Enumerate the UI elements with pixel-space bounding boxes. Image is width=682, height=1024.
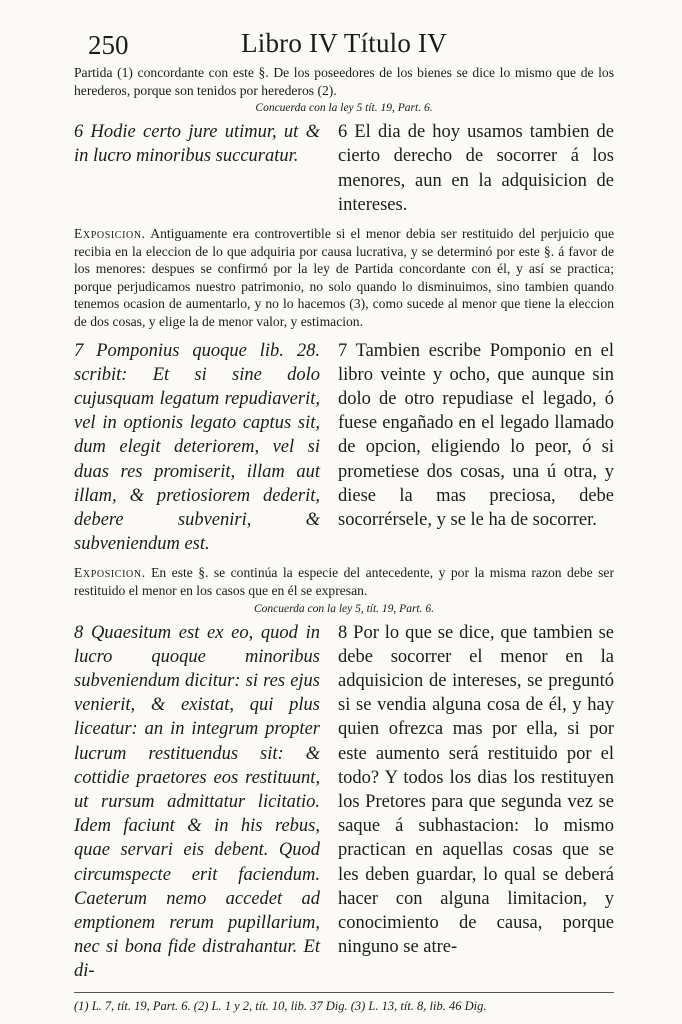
exposicion-label: Exposicion. — [74, 565, 146, 581]
section-6 — [74, 120, 614, 217]
running-title: Libro IV Título IV — [241, 28, 447, 58]
exposicion-1 — [74, 225, 614, 331]
section-7 — [74, 339, 614, 557]
exposicion-2-text: En este §. se continúa la especie del antecedente, y por la misma razon debe ser restituido el menor en los casos que en él se expresan. — [74, 565, 614, 598]
intro-paragraph: Partida (1) concordante con este §. De los poseedores de los bienes se dice lo mismo que de los herederos, porque son tenidos por herederos (2). — [74, 65, 614, 98]
exposicion-label: Exposicion. — [74, 226, 146, 241]
exposicion-2 — [74, 564, 614, 599]
section-7-spanish: 7 Tambien escribe Pomponio en el libro veinte y ocho, que aunque sin dolo de otro repudiase el legado, ó fuese engañado en el legado llamado de opcion, eligiendo lo peor, ó si prometiese dos cosas, una ú otra, y diese la mas preciosa, debe socorrérsele, y se le ha de socorrer. — [338, 340, 614, 530]
section-8-latin: 8 Quaesitum est ex eo, quod in lucro quoque minoribus subveniendum dicitur: si res ejus venierit, & existat, qui plus liceatur: an in integrum propter lucrum restituendus sit: & cottidie praetores eos restituunt, ut rursum admittatur licitatio. Idem faciunt & in his rebus, quae servari eis debent. Quod circumspecte erit faciendum. Caeterum nemo accedet ad emptionem rerum pupillarium, nec si bona fide distrahantur. Et di- — [74, 622, 320, 982]
exposicion-1-text: Antiguamente era controvertible si el menor debia ser restituido del perjuicio que recibia en la eleccion de lo que adquiria por causa lucrativa, y se determinó por este §. á favor de los menores: despues se confirmó por la ley de Partida concordante con él, y así se practica; porque perjudicamos nuestro patrimonio, no solo quando lo disminuimos, sino tambien quando tenemos ocasion de aumentarlo, y no lo hacemos (3), como sucede al menor que tiene la eleccion de dos cosas, y elige la de menor valor, y estimacion. — [74, 226, 614, 329]
section-8-spanish: 8 Por lo que se dice, que tambien se debe socorrer el menor en la adquisicion de intereses, se preguntó si se vendia alguna cosa de él, y hay quien ofrezca mas por ella, si por este aumento será restituido por el todo? Y todos los dias los restituyen los Pretores para que segunda vez se saque á subhastacion: lo mismo practican en aquellas cosas que se les deben guardar, lo qual se deberá hacer con alguna limitacion, y conocimiento de causa, porque ninguno se atre- — [338, 622, 614, 958]
footnotes: (1) L. 7, tít. 19, Part. 6. (2) L. 1 y 2, tít. 10, lib. 37 Dig. (3) L. 13, tít. 8, lib. 46 Dig. — [74, 998, 487, 1013]
page-header — [74, 28, 614, 64]
section-6-latin: 6 Hodie certo jure utimur, ut & in lucro minoribus succuratur. — [74, 122, 320, 167]
section-7-latin: 7 Pomponius quoque lib. 28. scribit: Et si sine dolo cujusquam legatum repudiaverit, vel in optionis legato captus sit, dum elegit deteriorem, vel si duas res promiserit, illam aut illam, & pretiosiorem dederit, debere subveniri, & subveniendum est. — [74, 340, 320, 555]
page-number: 250 — [88, 30, 129, 60]
concordance-note-1: Concuerda con la ley 5 tít. 19, Part. 6. — [255, 102, 433, 115]
section-6-spanish: 6 El dia de hoy usamos tambien de cierto derecho de socorrer á los menores, aun en la adquisicion de intereses. — [338, 122, 614, 215]
section-8 — [74, 621, 614, 984]
footnote-divider — [74, 992, 614, 993]
book-page — [74, 28, 614, 1014]
concordance-note-2: Concuerda con la ley 5, tít. 19, Part. 6. — [253, 602, 435, 615]
